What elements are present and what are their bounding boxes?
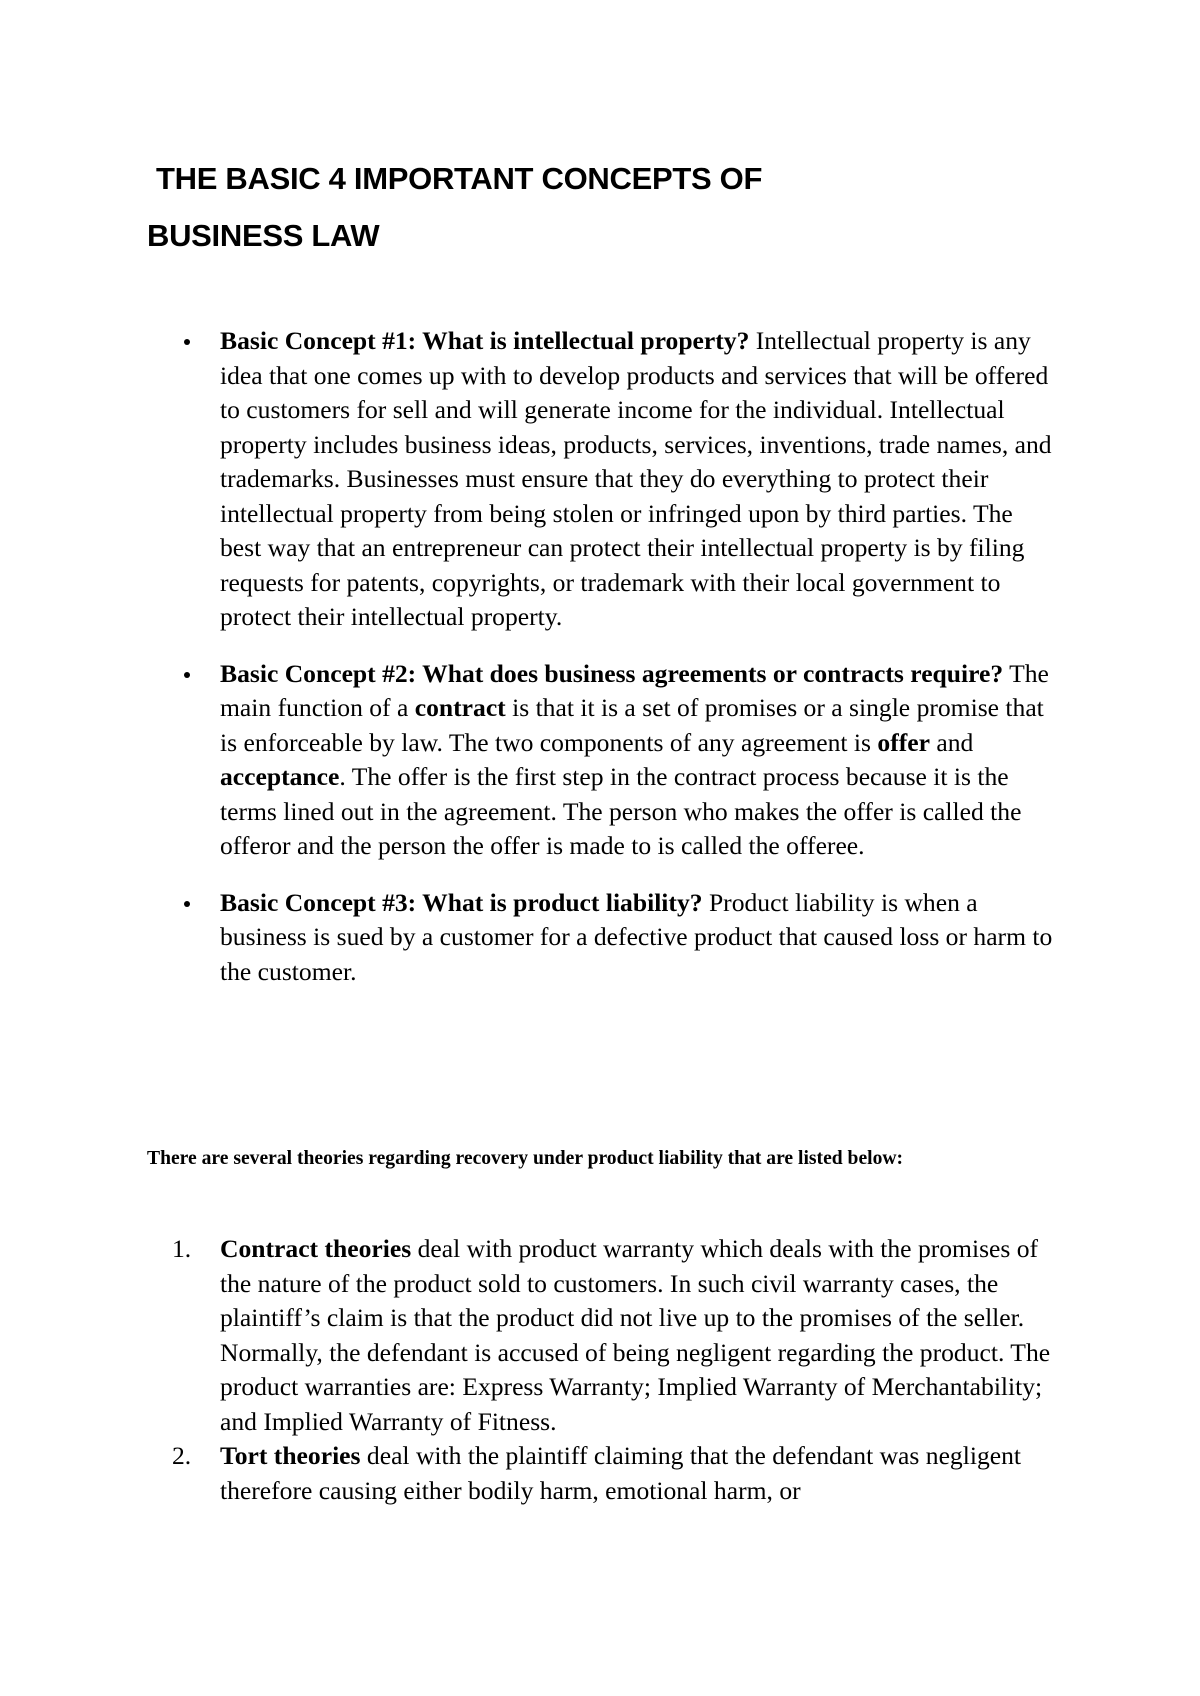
concept-2-term-offer: offer bbox=[877, 727, 930, 757]
concept-1-heading: Basic Concept #1: What is intellectual property? bbox=[220, 326, 750, 355]
theories-list bbox=[160, 1232, 1060, 1508]
theory-2-number: 2. bbox=[172, 1441, 192, 1470]
theory-2-heading: Tort theories bbox=[220, 1441, 361, 1470]
concept-3-heading: Basic Concept #3: What is product liability? bbox=[220, 887, 703, 917]
concept-2-heading: Basic Concept #2: What does business agreements or contracts require? bbox=[220, 658, 1004, 688]
title-line-1: THE BASIC 4 IMPORTANT CONCEPTS OF bbox=[156, 161, 763, 196]
title-line-2: BUSINESS LAW bbox=[147, 218, 380, 253]
concept-2-body-part-1: The main function of a bbox=[220, 658, 1049, 722]
concept-1-body: Intellectual property is any idea that one comes up with to develop products and services that will be offered to customers for sell and will generate income for the individual. Intellectual property includes business ideas, products, services, inventions, trade names, and trademarks. Businesses must ensure that they do everything to protect their intellectual property from being stolen or infringed upon by third parties. The best way that an entrepreneur can protect their intellectual property is by filing requests for patents, copyrights, or trademark with their local government to protect their intellectual property. bbox=[220, 326, 1052, 631]
theories-intro: There are several theories regarding recovery under product liability that are listed below: bbox=[147, 1148, 904, 1169]
theory-2 bbox=[160, 1439, 1060, 1508]
concept-2-term-acceptance: acceptance bbox=[220, 762, 340, 791]
concept-3 bbox=[160, 886, 1060, 990]
concepts-list bbox=[160, 324, 1060, 989]
concept-2-body-part-4: . The offer is the first step in the contract process because it is the terms lined out in the agreement. The person who makes the offer is called the offeror and the person the offer is made to is called the offeree. bbox=[220, 762, 1022, 860]
concept-3-body: Product liability is when a business is sued by a customer for a defective product that caused loss or harm to the customer. bbox=[220, 887, 1053, 986]
bullet-icon bbox=[184, 339, 190, 345]
theory-1-heading: Contract theories bbox=[220, 1234, 412, 1263]
theory-2-body: deal with the plaintiff claiming that the defendant was negligent therefore causing either bodily harm, emotional harm, or bbox=[220, 1441, 1022, 1505]
theory-1-number: 1. bbox=[172, 1234, 192, 1263]
bullet-icon bbox=[184, 672, 190, 678]
theory-1-body: deal with product warranty which deals with the promises of the nature of the product sold to customers. In such civil warranty cases, the plaintiff’s claim is that the product did not live up to the promises of the seller. Normally, the defendant is accused of being negligent regarding the product. The product warranties are: Express Warranty; Implied Warranty of Merchantability; and Implied Warranty of Fitness. bbox=[220, 1234, 1051, 1436]
concept-2 bbox=[160, 657, 1060, 864]
concept-2-term-contract: contract bbox=[414, 693, 506, 722]
document-title bbox=[147, 150, 1047, 264]
concept-1 bbox=[160, 324, 1060, 635]
concept-2-body-part-3: and bbox=[929, 727, 974, 757]
bullet-icon bbox=[184, 901, 190, 907]
theory-1 bbox=[160, 1232, 1060, 1439]
concept-2-body-part-2: is that it is a set of promises or a single promise that is enforceable by law. The two components of any agreement is bbox=[220, 693, 1044, 757]
